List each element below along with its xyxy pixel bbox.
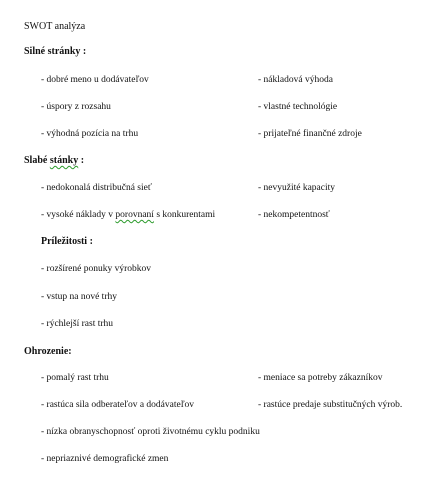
weakness-item: - nevyužité kapacity [258, 183, 336, 193]
threat-item: - meniace sa potreby zákazníkov [258, 373, 383, 383]
opportunity-item: - vstup na nové trhy [41, 292, 117, 302]
strength-item: - prijateľné finančné zdroje [258, 129, 362, 139]
strength-item: - dobré meno u dodávateľov [41, 75, 149, 85]
threats-heading: Ohrozenie: [24, 346, 72, 357]
document-title: SWOT analýza [24, 21, 86, 32]
weakness-item: - nekompetentnosť [258, 210, 330, 220]
strengths-heading: Silné stránky : [24, 46, 87, 57]
spellcheck-underline: porovnaní [115, 210, 154, 220]
opportunity-item: - rýchlejší rast trhu [41, 319, 114, 329]
opportunity-item: - rozšírené ponuky výrobkov [41, 264, 152, 274]
threat-item: - nepriaznivé demografické zmen [41, 454, 169, 464]
threat-item: - rastúca sila odberateľov a dodávateľov [41, 400, 195, 410]
threat-item: - pomalý rast trhu [41, 373, 109, 383]
threat-item: - nízka obranyschopnosť oproti životnému cyklu podniku [41, 427, 260, 437]
weakness-item: - nedokonalá distribučná sieť [41, 183, 152, 193]
strength-item: - výhodná pozícia na trhu [41, 129, 139, 139]
strength-item: - vlastné technológie [258, 102, 338, 112]
spellcheck-underline: stánky [49, 155, 79, 166]
threat-item: - rastúce predaje substitučných výrob. [258, 400, 403, 410]
weaknesses-heading: Slabé stánky : [24, 155, 85, 166]
opportunities-heading: Príležitosti : [41, 236, 93, 247]
weakness-item: - vysoké náklady v porovnaní s konkurentami [41, 210, 216, 220]
strength-item: - nákladová výhoda [258, 75, 333, 85]
strength-item: - úspory z rozsahu [41, 102, 111, 112]
